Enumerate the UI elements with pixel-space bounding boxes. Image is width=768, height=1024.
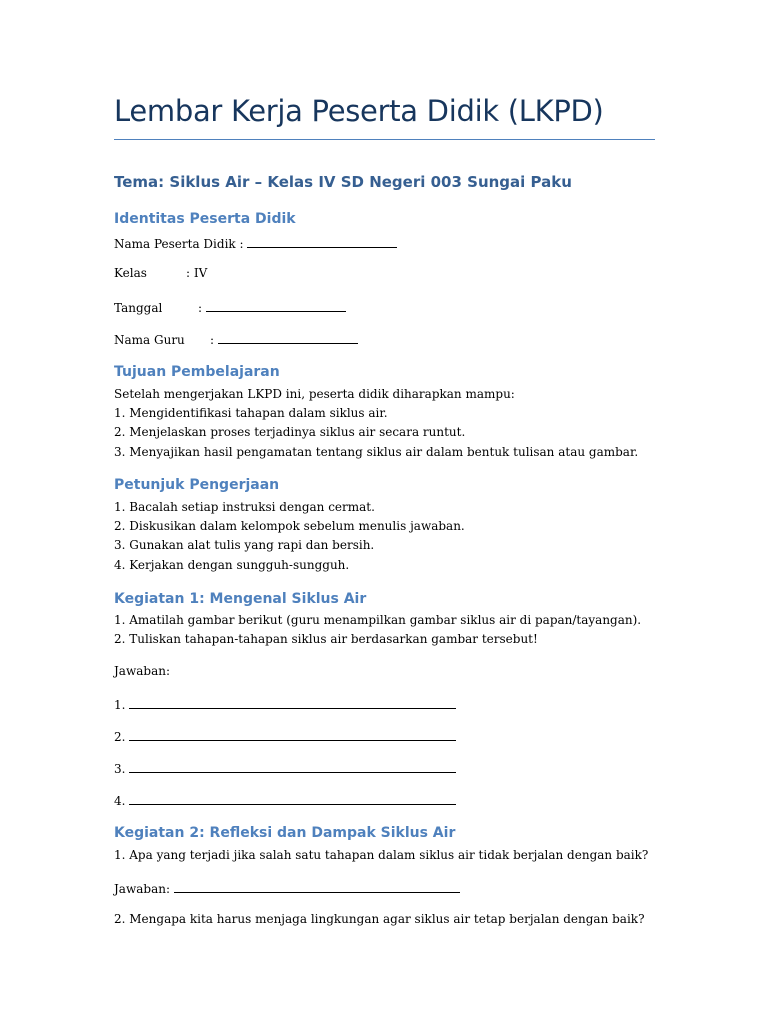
title-underline: [114, 139, 655, 140]
date-field-row: [114, 299, 346, 315]
date-blank[interactable]: [206, 299, 346, 312]
name-field-row: [114, 235, 397, 251]
objectives-intro: Setelah mengerjakan LKPD ini, peserta didik diharapkan mampu:: [114, 387, 515, 401]
objective-item: 2. Menjelaskan proses terjadinya siklus air secara runtut.: [114, 425, 466, 439]
name-blank[interactable]: [247, 235, 397, 248]
answer-line-number: 4.: [114, 794, 126, 808]
activity1-answer-label: Jawaban:: [114, 664, 170, 678]
answer-blank[interactable]: [129, 760, 456, 773]
answer-blank[interactable]: [129, 696, 456, 709]
activity1-answer-line: [114, 792, 456, 808]
answer-line-number: 2.: [114, 730, 126, 744]
class-value: : IV: [186, 266, 208, 280]
activity1-heading: Kegiatan 1: Mengenal Siklus Air: [114, 591, 367, 607]
activity1-item: 1. Amatilah gambar berikut (guru menampilkan gambar siklus air di papan/tayangan).: [114, 613, 642, 627]
instruction-item: 2. Diskusikan dalam kelompok sebelum menulis jawaban.: [114, 519, 465, 533]
identity-heading: Identitas Peserta Didik: [114, 211, 296, 227]
activity2-heading: Kegiatan 2: Refleksi dan Dampak Siklus Air: [114, 825, 456, 841]
objectives-heading: Tujuan Pembelajaran: [114, 364, 280, 380]
answer-line-number: 1.: [114, 698, 126, 712]
instructions-heading: Petunjuk Pengerjaan: [114, 477, 280, 493]
activity2-answer-label: Jawaban:: [114, 882, 170, 896]
activity2-question: 1. Apa yang terjadi jika salah satu tahapan dalam siklus air tidak berjalan dengan baik?: [114, 848, 649, 862]
class-field-row: [114, 266, 207, 280]
activity1-answer-line: [114, 728, 456, 744]
answer-blank[interactable]: [174, 880, 460, 893]
activity2-question: 2. Mengapa kita harus menjaga lingkungan agar siklus air tetap berjalan dengan baik?: [114, 912, 645, 926]
activity1-item: 2. Tuliskan tahapan-tahapan siklus air berdasarkan gambar tersebut!: [114, 632, 538, 646]
instruction-item: 3. Gunakan alat tulis yang rapi dan bersih.: [114, 538, 375, 552]
teacher-blank[interactable]: [218, 331, 358, 344]
instruction-item: 4. Kerjakan dengan sungguh-sungguh.: [114, 558, 350, 572]
objective-item: 1. Mengidentifikasi tahapan dalam siklus air.: [114, 406, 388, 420]
teacher-separator: :: [210, 333, 215, 347]
answer-blank[interactable]: [129, 728, 456, 741]
teacher-field-row: [114, 331, 358, 347]
activity1-answer-line: [114, 696, 456, 712]
date-separator: :: [198, 301, 203, 315]
activity1-answer-line: [114, 760, 456, 776]
class-label: Kelas: [114, 266, 147, 280]
name-label: Nama Peserta Didik :: [114, 237, 244, 251]
theme-heading: Tema: Siklus Air – Kelas IV SD Negeri 003 Sungai Paku: [114, 173, 572, 191]
answer-line-number: 3.: [114, 762, 126, 776]
activity2-answer-row: [114, 880, 460, 896]
teacher-label: Nama Guru: [114, 333, 185, 347]
answer-blank[interactable]: [129, 792, 456, 805]
objective-item: 3. Menyajikan hasil pengamatan tentang siklus air dalam bentuk tulisan atau gambar.: [114, 445, 639, 459]
instruction-item: 1. Bacalah setiap instruksi dengan cermat.: [114, 500, 375, 514]
document-title: Lembar Kerja Peserta Didik (LKPD): [114, 94, 604, 128]
date-label: Tanggal: [114, 301, 163, 315]
